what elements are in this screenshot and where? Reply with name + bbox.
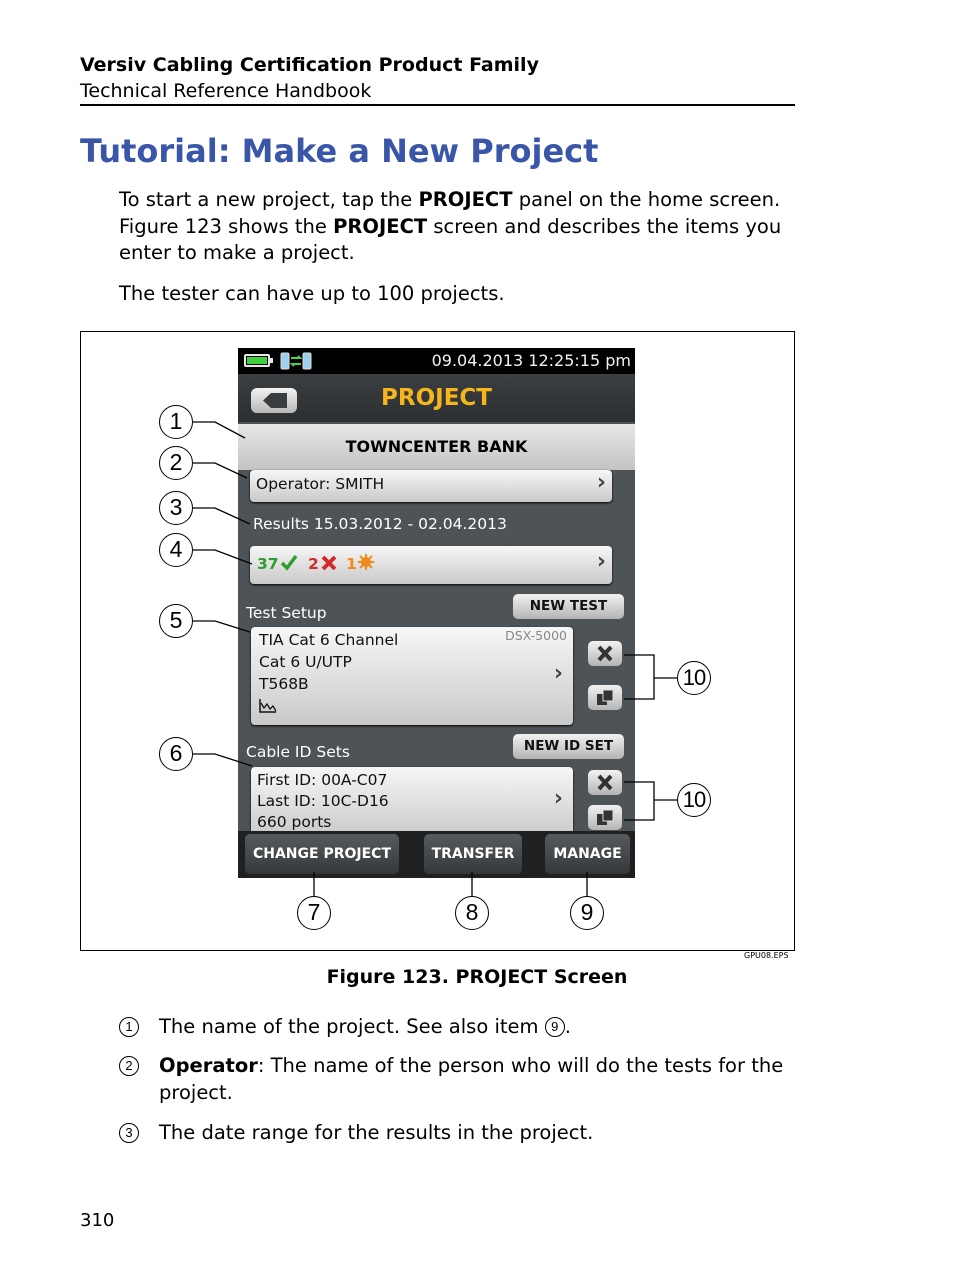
copy-icon <box>595 688 615 707</box>
chevron-right-icon: › <box>596 470 606 495</box>
item-text: The date range for the results in the project. <box>159 1121 594 1144</box>
page-number: 310 <box>80 1210 115 1231</box>
item-number: 3 <box>119 1123 139 1143</box>
change-project-button[interactable]: CHANGE PROJECT <box>245 834 399 874</box>
figure-file-label: GPU08.EPS <box>744 951 789 960</box>
page-title: Tutorial: Make a New Project <box>80 132 599 170</box>
copy-icon <box>595 808 615 827</box>
transfer-button[interactable]: TRANSFER <box>424 834 522 874</box>
results-summary[interactable] <box>250 546 612 584</box>
outlet-config: T568B <box>259 675 309 693</box>
manage-button[interactable]: MANAGE <box>545 834 630 874</box>
cable-id-sets-label: Cable ID Sets <box>246 743 350 761</box>
header-product-family: Versiv Cabling Certification Product Family <box>80 54 539 76</box>
callout-6: 6 <box>159 737 193 771</box>
device-model: DSX-5000 <box>505 628 567 643</box>
chevron-right-icon: › <box>553 661 563 686</box>
operator-field[interactable] <box>250 470 612 502</box>
header-rule <box>80 104 795 106</box>
callout-7: 7 <box>297 896 331 930</box>
title-bar <box>238 374 635 422</box>
item-text: Operator: The name of the person who will do the tests for the project. <box>159 1054 784 1104</box>
copy-test-setup-button[interactable] <box>588 685 622 710</box>
chevron-right-icon: › <box>553 786 563 811</box>
screen-title: PROJECT <box>381 385 492 411</box>
copy-id-set-button[interactable] <box>588 805 622 830</box>
figure-caption: Figure 123. PROJECT Screen <box>326 966 628 988</box>
warn-count: 1 <box>346 555 357 573</box>
item-number: 1 <box>119 1017 139 1037</box>
check-icon <box>280 554 298 572</box>
delete-id-set-button[interactable] <box>588 770 622 795</box>
cable-id-card[interactable] <box>251 767 573 837</box>
callout-9: 9 <box>570 896 604 930</box>
port-count: 660 ports <box>257 813 332 831</box>
remote-link-icon <box>279 352 313 370</box>
battery-icon <box>244 354 270 367</box>
test-setup-label: Test Setup <box>246 604 327 622</box>
pass-count: 37 <box>257 555 279 573</box>
bottom-bar <box>238 831 635 878</box>
callout-10-test-setup: 10 <box>677 661 711 695</box>
device-screen <box>238 348 635 878</box>
status-bar <box>238 348 635 374</box>
new-id-set-button[interactable]: NEW ID SET <box>513 734 624 759</box>
graph-icon <box>259 699 277 713</box>
cable-type: Cat 6 U/UTP <box>259 653 352 671</box>
intro-paragraph: To start a new project, tap the PROJECT panel on the home screen. Figure 123 shows the PROJECT screen and describes the items you enter to make a project. <box>119 188 782 264</box>
test-setup-card[interactable] <box>251 627 573 725</box>
delete-x-icon <box>595 773 615 792</box>
operator-text: Operator: SMITH <box>256 475 385 493</box>
callout-3: 3 <box>159 491 193 525</box>
project-name: TOWNCENTER BANK <box>345 437 528 456</box>
project-name-bar[interactable] <box>238 424 635 470</box>
fail-count: 2 <box>308 555 319 573</box>
callout-5: 5 <box>159 604 193 638</box>
test-limit: TIA Cat 6 Channel <box>259 631 399 649</box>
callout-8: 8 <box>455 896 489 930</box>
item-text: The name of the project. See also item 9 . <box>159 1015 571 1038</box>
callout-10-id-set: 10 <box>677 783 711 817</box>
delete-test-setup-button[interactable] <box>588 641 622 666</box>
intro-project-limit: The tester can have up to 100 projects. <box>119 282 505 305</box>
item-reference: 9 <box>545 1017 565 1037</box>
header-handbook-title: Technical Reference Handbook <box>80 80 372 102</box>
chevron-right-icon: › <box>596 549 606 574</box>
callout-2: 2 <box>159 446 193 480</box>
last-id: Last ID: 10C-D16 <box>257 792 389 810</box>
fail-x-icon <box>320 554 338 572</box>
status-datetime: 09.04.2013 12:25:15 pm <box>431 351 631 370</box>
first-id: First ID: 00A-C07 <box>257 771 388 789</box>
results-range: Results 15.03.2012 - 02.04.2013 <box>253 515 507 533</box>
callout-4: 4 <box>159 533 193 567</box>
delete-x-icon <box>595 644 615 663</box>
callout-1: 1 <box>159 405 193 439</box>
item-number: 2 <box>119 1056 139 1076</box>
new-test-button[interactable]: NEW TEST <box>513 594 624 619</box>
warning-star-icon <box>358 554 374 570</box>
